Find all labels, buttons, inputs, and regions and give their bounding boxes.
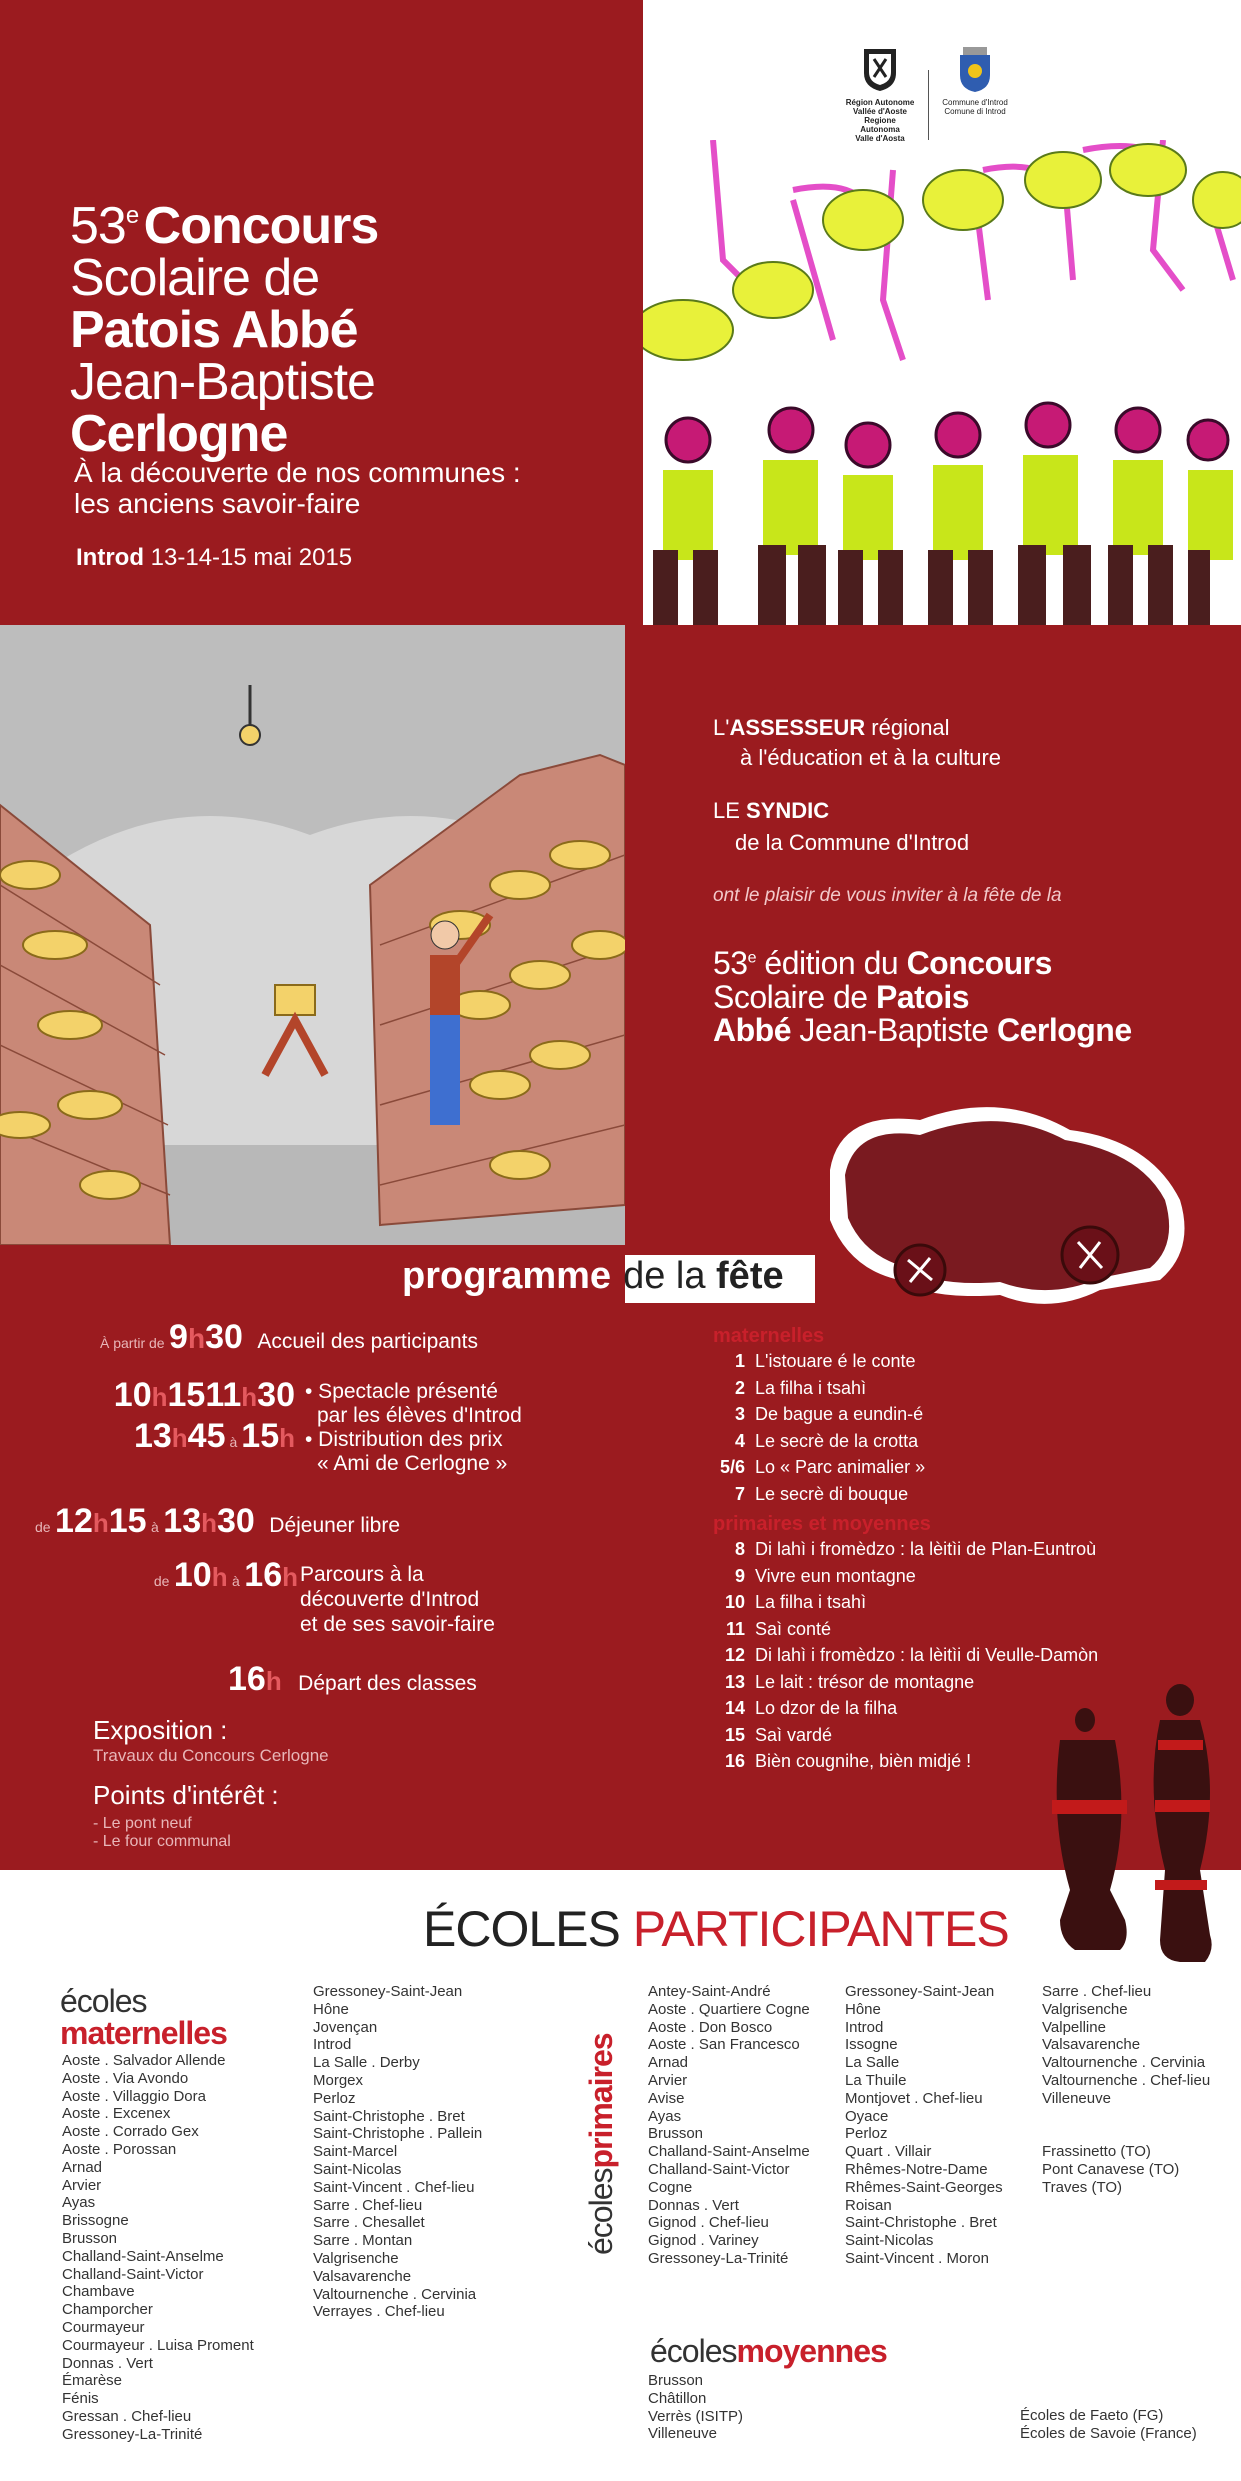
maternelles-heading: maternelles xyxy=(713,1325,825,1347)
school-name: Champorcher xyxy=(62,2301,153,2319)
performance-number: 9 xyxy=(734,1565,745,1586)
school-name: Sarre . Chesallet xyxy=(313,2214,425,2232)
performance-title: Saì vardé xyxy=(755,1724,833,1745)
school-name: La Salle . Derby xyxy=(313,2054,420,2072)
moyennes-label-b: moyennes xyxy=(736,2333,887,2369)
performance-title: L'istouare é le conte xyxy=(755,1351,916,1371)
school-name: Pont Canavese (TO) xyxy=(1042,2160,1180,2178)
school-name: Gressoney-La-Trinité xyxy=(62,2425,203,2443)
ecoles-title xyxy=(423,1900,1009,1958)
school-name: Roisan xyxy=(845,2196,892,2214)
invite-syndic-prefix: LE xyxy=(713,798,747,823)
school-name: Courmayeur xyxy=(62,2318,145,2336)
school-name: Châtillon xyxy=(648,2389,707,2407)
exposition xyxy=(93,1715,329,1766)
school-name: Valtournenche . Cervinia xyxy=(313,2285,477,2303)
invite-text: ont le plaisir de vous inviter à la fête de la xyxy=(713,885,1062,906)
programme-row-1-h: h xyxy=(187,1323,206,1354)
jars-drawing xyxy=(1030,1680,1230,1970)
programme-row-4-h2: h xyxy=(282,1562,298,1592)
commune-crest-icon xyxy=(957,45,993,93)
cellar-drawing xyxy=(0,625,625,1245)
school-name: Morgex xyxy=(313,2071,364,2089)
programme-title-a: programme xyxy=(402,1255,612,1297)
programme-row-2-text-1: • Spectacle présenté xyxy=(305,1380,498,1403)
region-name-fr-1: Région Autonome xyxy=(845,98,915,107)
school-name: Arvier xyxy=(62,2176,102,2194)
programme-row-1-prefix: À partir de xyxy=(100,1335,165,1351)
performance-number: 4 xyxy=(734,1430,745,1451)
commune-name-fr: Commune d'Introd xyxy=(942,98,1008,107)
programme-row-5-text: Départ des classes xyxy=(298,1672,477,1695)
school-name: Gressoney-La-Trinité xyxy=(648,2249,789,2267)
performance-item xyxy=(713,1401,1233,1428)
programme-row-2-times xyxy=(75,1378,295,1460)
programme-row-3 xyxy=(35,1502,635,1541)
edition-title-concours: Concours xyxy=(906,945,1052,981)
title-line-2: Scolaire de xyxy=(70,249,320,307)
primaires-heading: primaires et moyennes xyxy=(713,1513,931,1535)
school-name: Émarèse xyxy=(62,2372,123,2390)
programme-row-4-a: à xyxy=(232,1573,240,1589)
programme-row-4-text-2: découverte d'Introd xyxy=(300,1588,480,1611)
programme-row-2-h2: h xyxy=(241,1382,258,1412)
primaires-label-a: écoles xyxy=(583,2168,619,2255)
school-name: Oyace xyxy=(845,2107,889,2125)
school-name: Valsavarenche xyxy=(1042,2036,1141,2054)
performance-item xyxy=(713,1454,1233,1481)
performance-number: 7 xyxy=(734,1483,745,1504)
school-name: Saint-Marcel xyxy=(313,2143,398,2161)
school-name: Arvier xyxy=(648,2071,688,2089)
school-name: Gignod . Chef-lieu xyxy=(648,2214,769,2232)
school-name: Perloz xyxy=(845,2125,888,2143)
performance-number: 15 xyxy=(724,1724,745,1745)
maternelles-label-a: écoles xyxy=(60,1983,147,2019)
performance-title: Di lahì i fromèdzo : la lèitìi di Veulle-Damòn xyxy=(755,1645,1099,1665)
school-name: Arnad xyxy=(648,2054,689,2072)
primaires-label-b: primaires xyxy=(583,2033,619,2169)
performance-item xyxy=(713,1481,1233,1508)
school-name: Challand-Saint-Anselme xyxy=(62,2247,224,2265)
points-interet xyxy=(93,1780,279,1851)
programme-row-2-t1: 10 xyxy=(113,1376,152,1414)
primaires-col-3b xyxy=(1042,2143,1179,2196)
school-name: Cogne xyxy=(648,2178,693,2196)
primaires-col-2 xyxy=(845,1983,1003,2268)
moyennes-label-a: écoles xyxy=(650,2333,737,2369)
school-name: Verrayes . Chef-lieu xyxy=(313,2303,445,2321)
performance-item xyxy=(713,1428,1233,1455)
invite-syndic xyxy=(713,798,829,824)
performance-number: 2 xyxy=(734,1377,745,1398)
school-name: Saint-Nicolas xyxy=(313,2160,402,2178)
title-line-4: Jean-Baptiste xyxy=(70,353,375,411)
school-name: Donnas . Vert xyxy=(648,2196,739,2214)
performance-title: Lo « Parc animalier » xyxy=(755,1457,926,1477)
moyennes-col-1 xyxy=(648,2372,743,2443)
school-name: Gressan . Chef-lieu xyxy=(62,2407,192,2425)
region-name-it-2: Valle d'Aosta xyxy=(855,134,905,143)
school-name: La Thuile xyxy=(845,2071,907,2089)
school-name: Valsavarenche xyxy=(313,2267,412,2285)
school-name: Verrès (ISITP) xyxy=(648,2407,744,2425)
programme-row-4-t1: 10 xyxy=(173,1556,212,1594)
event-place: Introd xyxy=(76,544,144,571)
performance-title: Le secrè di bouque xyxy=(755,1483,909,1504)
performance-title: Le secrè de la crotta xyxy=(755,1430,919,1451)
commune-name-it: Comune di Introd xyxy=(944,107,1006,116)
school-name: Hône xyxy=(313,2000,349,2018)
performance-item xyxy=(713,1563,1233,1590)
school-name: Jovençan xyxy=(313,2018,378,2036)
performance-number: 5/6 xyxy=(719,1457,745,1477)
school-name: Aoste . Via Avondo xyxy=(62,2069,189,2087)
school-name: Saint-Vincent . Chef-lieu xyxy=(313,2178,475,2196)
school-name: Aoste . Salvador Allende xyxy=(62,2052,226,2069)
school-name: Saint-Christophe . Bret xyxy=(845,2214,997,2232)
invite-assessor-prefix: L' xyxy=(713,715,730,740)
title-line-1: Concours xyxy=(143,197,379,255)
programme-row-3-text: Déjeuner libre xyxy=(269,1514,401,1537)
title-line-3: Patois Abbé xyxy=(70,301,358,359)
programme-row-4-text xyxy=(300,1562,495,1637)
maternelles-label xyxy=(60,1985,227,2049)
school-name: Introd xyxy=(313,2036,352,2054)
ecoles-title-b: PARTICIPANTES xyxy=(632,1901,1009,1957)
performance-item xyxy=(713,1616,1233,1643)
school-name: Villeneuve xyxy=(1042,2089,1111,2107)
school-name: Gressoney-Saint-Jean xyxy=(845,1983,995,2000)
exposition-text: Travaux du Concours Cerlogne xyxy=(93,1746,329,1765)
region-name-it-1: Regione Autonoma xyxy=(860,116,900,134)
school-name: Saint-Nicolas xyxy=(845,2232,934,2250)
school-name: Montjovet . Chef-lieu xyxy=(845,2089,983,2107)
performance-number: 14 xyxy=(724,1698,745,1718)
points-item-2: - Le four communal xyxy=(93,1833,231,1850)
performance-title: Lo dzor de la filha xyxy=(755,1698,898,1718)
school-name: Rhêmes-Saint-Georges xyxy=(845,2178,1003,2196)
performance-number: 3 xyxy=(734,1404,745,1424)
programme-row-1-hour: 9 xyxy=(169,1318,188,1356)
school-name: Saint-Vincent . Moron xyxy=(845,2249,989,2267)
edition-title-num: 53 xyxy=(713,945,748,981)
school-name: Challand-Saint-Victor xyxy=(648,2160,790,2178)
programme-row-2-t2: 15 xyxy=(167,1376,206,1414)
performance-number: 8 xyxy=(734,1539,745,1559)
performance-title: La filha i tsahì xyxy=(755,1377,867,1398)
performance-title: La filha i tsahì xyxy=(755,1592,867,1612)
programme-row-2-h4: h xyxy=(279,1423,295,1453)
school-name: Ayas xyxy=(648,2107,682,2125)
performance-number: 11 xyxy=(725,1618,745,1639)
school-name: Valgrisenche xyxy=(313,2249,399,2267)
subtitle xyxy=(74,458,521,520)
programme-row-2-t4: 30 xyxy=(257,1376,295,1414)
edition-title-abbe: Abbé xyxy=(713,1012,791,1049)
programme-title xyxy=(402,1255,784,1298)
programme-row-5-h: h xyxy=(265,1666,282,1696)
school-name: Écoles de Faeto (FG) xyxy=(1020,2407,1164,2424)
programme-row-4-text-3: et de ses savoir-faire xyxy=(300,1613,495,1636)
school-name: Villeneuve xyxy=(648,2425,717,2443)
performance-number: 10 xyxy=(724,1592,745,1612)
performance-item xyxy=(713,1642,1233,1669)
region-logo xyxy=(845,45,915,145)
performance-number: 1 xyxy=(734,1351,745,1371)
school-name: Hône xyxy=(845,2000,881,2018)
programme-row-2-text-2: par les élèves d'Introd xyxy=(317,1404,522,1427)
performance-number: 13 xyxy=(724,1671,745,1692)
page-title xyxy=(70,197,379,463)
school-name: Aoste . Porossan xyxy=(62,2140,177,2158)
school-name: Challand-Saint-Anselme xyxy=(648,2143,810,2161)
performance-title: Di lahì i fromèdzo : la lèitìi de Plan-Euntroù xyxy=(755,1539,1097,1559)
exposition-title: Exposition : xyxy=(93,1715,228,1745)
programme-row-1 xyxy=(100,1318,640,1357)
invite-assessor-title: ASSESSEUR xyxy=(729,715,866,740)
performance-title: Le lait : trésor de montagne xyxy=(755,1671,975,1692)
school-name: Perloz xyxy=(313,2089,356,2107)
programme-row-2-t5: 13 xyxy=(133,1417,172,1455)
programme-row-2-t6: 45 xyxy=(187,1417,226,1455)
edition-title xyxy=(713,947,1132,1048)
programme-row-3-h2: h xyxy=(201,1508,217,1538)
school-name: Gressoney-Saint-Jean xyxy=(313,1983,463,2000)
school-name: Valtournenche . Cervinia xyxy=(1042,2054,1206,2072)
school-name: Fénis xyxy=(62,2390,99,2408)
programme-row-1-min: 30 xyxy=(205,1318,243,1356)
programme-row-2-a: à xyxy=(229,1434,238,1450)
programme-row-3-de: de xyxy=(35,1519,51,1535)
region-crest-icon xyxy=(860,45,900,93)
programme-row-4-t2: 16 xyxy=(244,1556,283,1594)
performance-item xyxy=(713,1348,1233,1375)
school-name: Écoles de Savoie (France) xyxy=(1020,2424,1197,2442)
edition-title-scolaire: Scolaire de xyxy=(713,978,876,1015)
programme-row-3-t1: 12 xyxy=(55,1502,93,1540)
school-name: Aoste . Corrado Gex xyxy=(62,2123,199,2141)
programme-row-5-t: 16 xyxy=(228,1660,266,1698)
school-name: Antey-Saint-André xyxy=(648,1983,771,2000)
school-name: Aoste . San Francesco xyxy=(648,2036,800,2054)
invite-assessor-role: à l'éducation et à la culture xyxy=(740,745,1002,770)
title-line-5: Cerlogne xyxy=(70,405,288,463)
primaires-label xyxy=(585,1985,625,2255)
programme-row-3-t4: 30 xyxy=(217,1502,255,1540)
edition-title-jb: Jean-Baptiste xyxy=(791,1012,997,1049)
school-name: Gignod . Variney xyxy=(648,2232,759,2250)
programme-row-5 xyxy=(228,1660,648,1699)
event-dates xyxy=(76,544,352,572)
invite-syndic-role: de la Commune d'Introd xyxy=(735,830,970,855)
moyennes-label xyxy=(650,2335,887,2367)
school-name: Valtournenche . Chef-lieu xyxy=(1042,2071,1211,2089)
school-name: Aoste . Don Bosco xyxy=(648,2018,773,2036)
subtitle-line-2: les anciens savoir-faire xyxy=(74,487,361,519)
programme-row-4-times xyxy=(118,1556,298,1595)
school-name: Brusson xyxy=(62,2229,118,2247)
programme-row-2-h3: h xyxy=(171,1423,188,1453)
edition-title-sup: e xyxy=(747,949,756,967)
programme-row-1-text: Accueil des participants xyxy=(257,1330,478,1353)
school-name: Challand-Saint-Victor xyxy=(62,2265,204,2283)
school-name: Arnad xyxy=(62,2158,103,2176)
programme-row-2-t3: 11 xyxy=(205,1376,242,1414)
school-name: Saint-Christophe . Pallein xyxy=(313,2125,483,2143)
school-name: Avise xyxy=(648,2089,685,2107)
school-name: Brissogne xyxy=(62,2212,129,2230)
programme-row-2-text-4: « Ami de Cerlogne » xyxy=(317,1452,508,1475)
children-drawing xyxy=(643,140,1241,625)
performance-title: Saì conté xyxy=(755,1618,832,1639)
programme-title-b: de la xyxy=(623,1255,706,1297)
performance-number: 16 xyxy=(724,1751,745,1771)
invite-assessor-suffix: régional xyxy=(865,715,950,740)
primaires-col-1 xyxy=(648,1983,810,2268)
programme-row-4-text-1: Parcours à la xyxy=(300,1563,424,1586)
edition-title-text: édition du xyxy=(756,945,907,981)
school-name: Quart . Villair xyxy=(845,2143,932,2161)
event-date-range: 13-14-15 mai 2015 xyxy=(150,544,353,571)
school-name: Aoste . Excenex xyxy=(62,2105,171,2123)
school-name: Frassinetto (TO) xyxy=(1042,2143,1151,2160)
school-name: Ayas xyxy=(62,2194,96,2212)
school-name: Chambave xyxy=(62,2283,135,2301)
performance-title: Vivre eun montagne xyxy=(755,1565,916,1586)
school-name: La Salle xyxy=(845,2054,900,2072)
school-name: Traves (TO) xyxy=(1042,2178,1123,2196)
school-name: Introd xyxy=(845,2018,884,2036)
school-name: Brusson xyxy=(648,2372,704,2389)
ecoles-title-a: ÉCOLES xyxy=(423,1901,620,1957)
maternelles-label-b: maternelles xyxy=(60,2015,227,2051)
school-name: Donnas . Vert xyxy=(62,2354,153,2372)
animal-drawing xyxy=(800,1080,1200,1320)
school-name: Aoste . Quartiere Cogne xyxy=(648,2000,810,2018)
programme-row-2-text xyxy=(305,1380,522,1476)
school-name: Valgrisenche xyxy=(1042,2000,1128,2018)
school-name: Courmayeur . Luisa Proment xyxy=(62,2336,254,2354)
programme-row-3-t3: 13 xyxy=(163,1502,202,1540)
performance-title: Bièn cougnihe, bièn midjé ! xyxy=(755,1751,972,1771)
edition-number: 53 xyxy=(70,197,126,255)
region-name-fr-2: Vallée d'Aoste xyxy=(853,107,907,116)
primaires-col-3 xyxy=(1042,1983,1210,2108)
performance-item xyxy=(713,1375,1233,1402)
performance-number: 12 xyxy=(724,1645,745,1665)
school-name: Sarre . Montan xyxy=(313,2232,413,2250)
school-name: Sarre . Chef-lieu xyxy=(313,2196,423,2214)
programme-row-2-t7: 15 xyxy=(241,1417,280,1455)
programme-row-3-h1: h xyxy=(92,1508,109,1538)
school-name: Valpelline xyxy=(1042,2018,1106,2036)
school-name: Brusson xyxy=(648,2125,704,2143)
maternelles-col-1 xyxy=(62,2052,254,2444)
points-item-1: - Le pont neuf xyxy=(93,1815,192,1832)
programme-row-4-h1: h xyxy=(211,1562,228,1592)
school-name: Aoste . Villaggio Dora xyxy=(62,2087,206,2105)
commune-logo xyxy=(940,45,1010,145)
school-name: Saint-Christophe . Bret xyxy=(313,2107,465,2125)
programme-row-2-text-3: • Distribution des prix xyxy=(305,1428,503,1451)
points-title: Points d'intérêt : xyxy=(93,1780,279,1810)
programme-row-3-t2: 15 xyxy=(108,1502,147,1540)
invite-syndic-title: SYNDIC xyxy=(746,798,830,823)
edition-title-cerlogne: Cerlogne xyxy=(996,1012,1132,1049)
programme-row-2-h1: h xyxy=(151,1382,168,1412)
school-name: Rhêmes-Notre-Dame xyxy=(845,2160,988,2178)
maternelles-list xyxy=(713,1348,1233,1507)
edition-title-patois: Patois xyxy=(875,978,970,1015)
performance-item xyxy=(713,1589,1233,1616)
performance-title: De bague a eundin-é xyxy=(755,1404,924,1424)
performance-item xyxy=(713,1536,1233,1563)
programme-row-3-a: à xyxy=(151,1519,159,1535)
school-name: Sarre . Chef-lieu xyxy=(1042,1983,1152,2000)
programme-row-4-de: de xyxy=(153,1573,170,1589)
programme-title-c: fête xyxy=(716,1255,784,1297)
school-name: Issogne xyxy=(845,2036,898,2054)
logo-divider xyxy=(928,70,929,140)
moyennes-col-2 xyxy=(1020,2407,1197,2443)
subtitle-line-1: À la découverte de nos communes : xyxy=(74,457,521,488)
edition-sup: e xyxy=(125,202,140,229)
invite-assessor xyxy=(713,715,950,741)
maternelles-col-2 xyxy=(313,1983,482,2321)
